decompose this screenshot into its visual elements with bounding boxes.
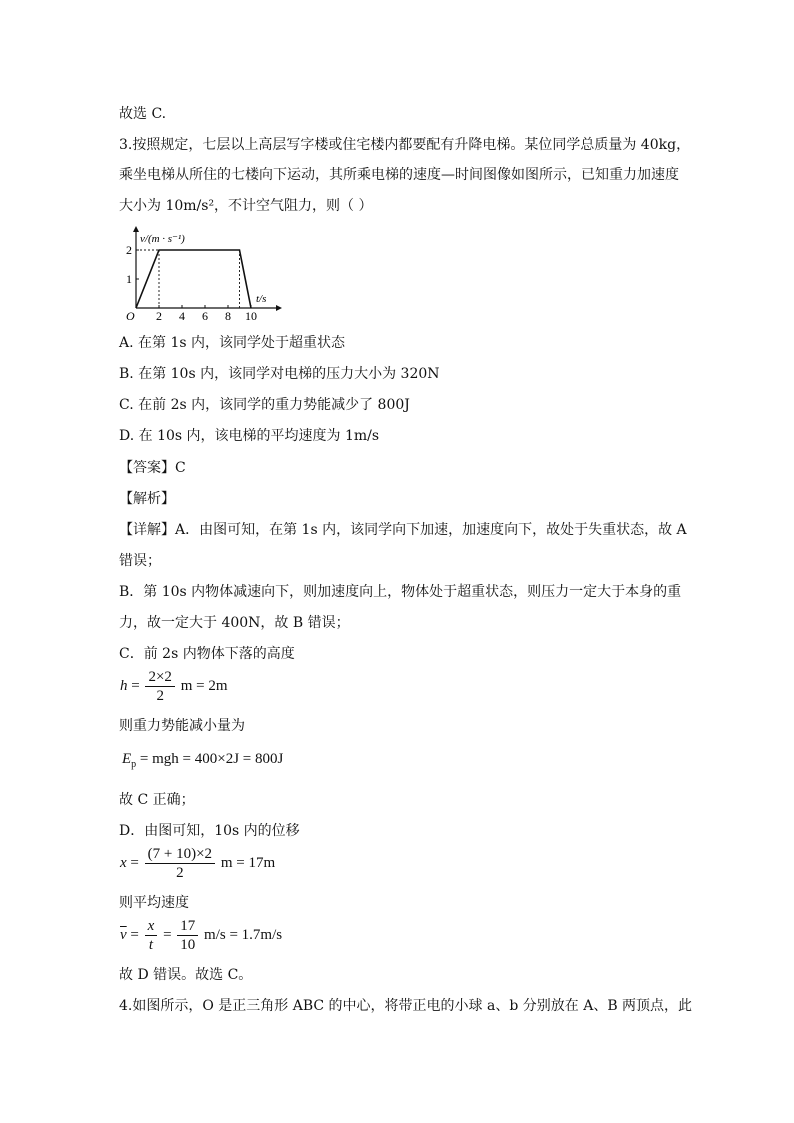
velocity-series-line	[136, 250, 251, 308]
equation-average-velocity: $\overline{v}$ = $\frac{x}{t}$ = $\frac{17}{10}$ m/s = 1.7m/s	[120, 918, 283, 953]
option-d: D. 在 10s 内，该电梯的平均速度为 1m/s	[119, 428, 380, 444]
x-tick-label: 10	[245, 309, 257, 322]
detail-c: C．前 2s 内物体下落的高度	[119, 646, 295, 662]
x-tick-label: 2	[156, 309, 162, 322]
y-tick-label: 1	[126, 272, 132, 286]
detail-b: 力，故一定大于 400N，故 B 错误；	[119, 615, 350, 631]
x-tick-label: 6	[202, 309, 208, 322]
x-axis-label: t/s	[256, 293, 267, 305]
x-axis-arrow	[276, 305, 282, 311]
origin-label: O	[126, 309, 135, 322]
option-a: A. 在第 1s 内，该同学处于超重状态	[119, 335, 346, 351]
question-4-stem: 4.如图所示，O 是正三角形 ABC 的中心，将带正电的小球 a、b 分别放在 A、B 两顶点，此	[119, 998, 693, 1014]
y-tick-label: 2	[126, 243, 132, 257]
x-tick-label: 8	[225, 309, 231, 322]
velocity-time-graph	[116, 226, 286, 322]
detail-d: 则平均速度	[119, 895, 189, 911]
analysis-label: 【解析】	[119, 491, 175, 507]
y-axis-arrow	[133, 226, 139, 232]
option-b: B. 在第 10s 内，该同学对电梯的压力大小为 320N	[119, 366, 440, 382]
detail-d: D．由图可知，10s 内的位移	[119, 823, 300, 839]
detail-c: 故 C 正确；	[119, 792, 195, 808]
detail-a: 错误；	[119, 553, 161, 569]
question-3-stem: 大小为 10m/s²，不计空气阻力，则（ ）	[119, 198, 373, 214]
detail-c: 则重力势能减小量为	[119, 718, 245, 734]
equation-potential-energy: $E_p$ = mgh = 400×2J = 800J	[122, 751, 284, 770]
text-line: 故选 C.	[119, 106, 167, 122]
question-3-stem: 乘坐电梯从所住的七楼向下运动，其所乘电梯的速度—时间图像如图所示，已知重力加速度	[119, 167, 679, 183]
detail-b: B．第 10s 内物体减速向下，则加速度向上，物体处于超重状态，则压力一定大于本身的重	[119, 584, 682, 600]
answer-label: 【答案】C	[119, 460, 186, 476]
detail-a: 【详解】A．由图可知，在第 1s 内，该同学向下加速，加速度向下，故处于失重状态，故 A	[119, 522, 687, 538]
option-c: C. 在前 2s 内，该同学的重力势能减少了 800J	[119, 397, 410, 413]
equation-displacement: x = $\frac{(7 + 10)\times 2}{2}$ m = 17m	[120, 846, 276, 881]
x-tick-label: 4	[179, 309, 185, 322]
y-axis-label: v/(m · s⁻¹)	[140, 233, 185, 245]
detail-d: 故 D 错误。故选 C。	[119, 967, 253, 983]
equation-height: h = $\frac{2\times 2}{2}$ m = 2m	[120, 669, 228, 704]
question-3-stem: 3.按照规定，七层以上高层写字楼或住宅楼内都要配有升降电梯。某位同学总质量为 40kg，	[119, 137, 691, 153]
